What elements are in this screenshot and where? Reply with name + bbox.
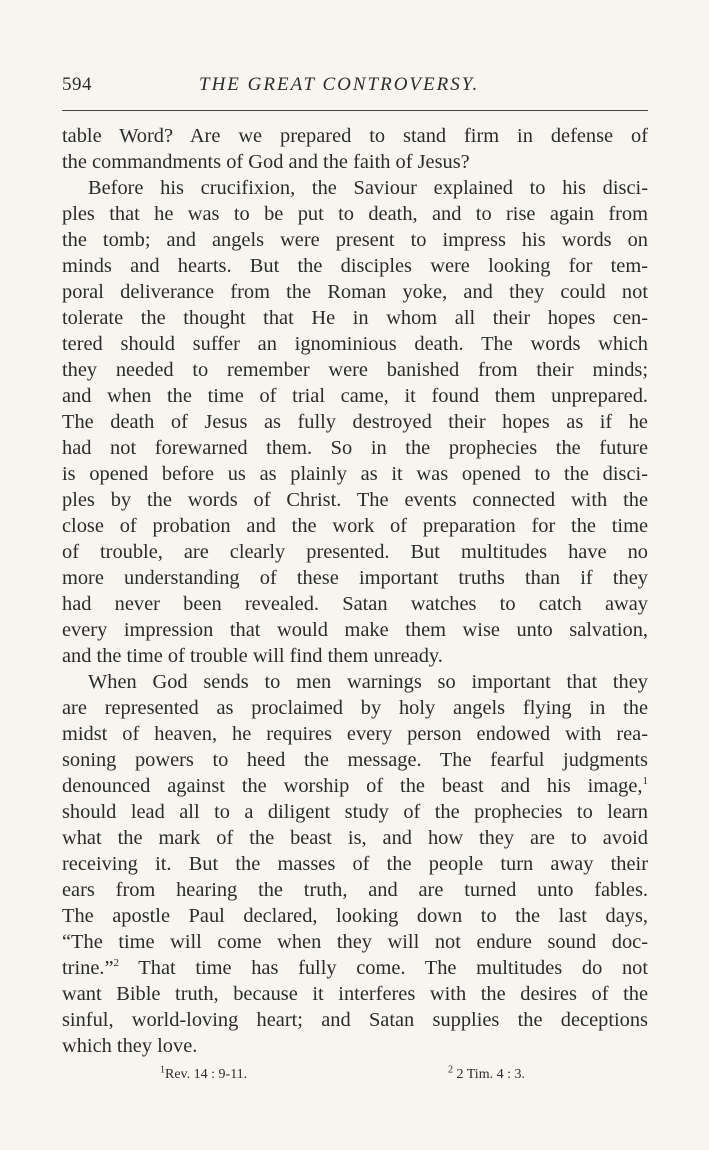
text-line: tolerate the thought that He in whom all their hopes cen- [62,307,648,329]
text-line: The apostle Paul declared, looking down to the last days, [62,905,648,927]
running-head [62,74,648,104]
text-line: are represented as proclaimed by holy angels flying in the [62,697,648,719]
footnote-ref-2: 2 [113,957,120,970]
text-line: midst of heaven, he requires every person endowed with rea- [62,723,648,745]
book-page [62,74,648,1089]
text-line: ears from hearing the truth, and are turned unto fables. [62,879,648,901]
footnote-2 [448,1064,525,1083]
footnote-text: 2 Tim. 4 : 3. [456,1067,525,1082]
text-line: ples that he was to be put to death, and to rise again from [62,203,648,225]
text-line: more understanding of these important truths than if they [62,567,648,589]
text-line: which they love. [62,1035,198,1057]
text-line: of trouble, are clearly presented. But multitudes have no [62,541,648,563]
paragraph-first-line: When God sends to men warnings so important that they [88,671,648,693]
text-line-with-footnote [62,955,648,981]
running-title: THE GREAT CONTROVERSY. [199,74,480,95]
footnote-1 [160,1064,248,1083]
text-line: “The time will come when they will not endure sound doc- [62,931,648,953]
text-line: table Word? Are we prepared to stand firm in defense of [62,125,648,147]
text-line: ples by the words of Christ. The events connected with the [62,489,648,511]
text-line: receiving it. But the masses of the people turn away their [62,853,648,875]
page-number: 594 [62,74,92,95]
text-line: had never been revealed. Satan watches to catch away [62,593,648,615]
text-line: The death of Jesus as fully destroyed their hopes as if he [62,411,648,433]
text-line: want Bible truth, because it interferes with the desires of the [62,983,648,1005]
line-text: denounced against the worship of the beast and his image, [62,775,643,797]
header-rule [62,110,648,111]
footnote-number: 1 [160,1064,165,1076]
text-line: is opened before us as plainly as it was opened to the disci- [62,463,648,485]
text-line: soning powers to heed the message. The fearful judgments [62,749,648,771]
text-line: had not forewarned them. So in the prophecies the future [62,437,648,459]
text-line: the commandments of God and the faith of Jesus? [62,151,470,173]
line-text-continued: That time has fully come. The multitudes do not [119,957,648,979]
footnote-number: 2 [448,1064,453,1076]
text-line-with-footnote [62,773,648,799]
text-line: the tomb; and angels were present to impress his words on [62,229,648,251]
paragraph-first-line: Before his crucifixion, the Saviour explained to his disci- [88,177,648,199]
text-line: should lead all to a diligent study of the prophecies to learn [62,801,648,823]
footnotes [62,1064,648,1089]
text-line: tered should suffer an ignominious death. The words which [62,333,648,355]
text-line: sinful, world-loving heart; and Satan supplies the deceptions [62,1009,648,1031]
text-line: minds and hearts. But the disciples were looking for tem- [62,255,648,277]
line-text: trine.” [62,957,114,979]
text-line: and the time of trouble will find them unready. [62,645,443,667]
text-line: poral deliverance from the Roman yoke, and they could not [62,281,648,303]
text-line: every impression that would make them wise unto salvation, [62,619,648,641]
body-text [62,123,648,1059]
text-line: what the mark of the beast is, and how they are to avoid [62,827,648,849]
text-line: close of probation and the work of preparation for the time [62,515,648,537]
text-line: they needed to remember were banished from their minds; [62,359,648,381]
footnote-text: Rev. 14 : 9-11. [165,1067,248,1082]
footnote-ref-1: 1 [642,775,648,788]
text-line: and when the time of trial came, it found them unprepared. [62,385,648,407]
